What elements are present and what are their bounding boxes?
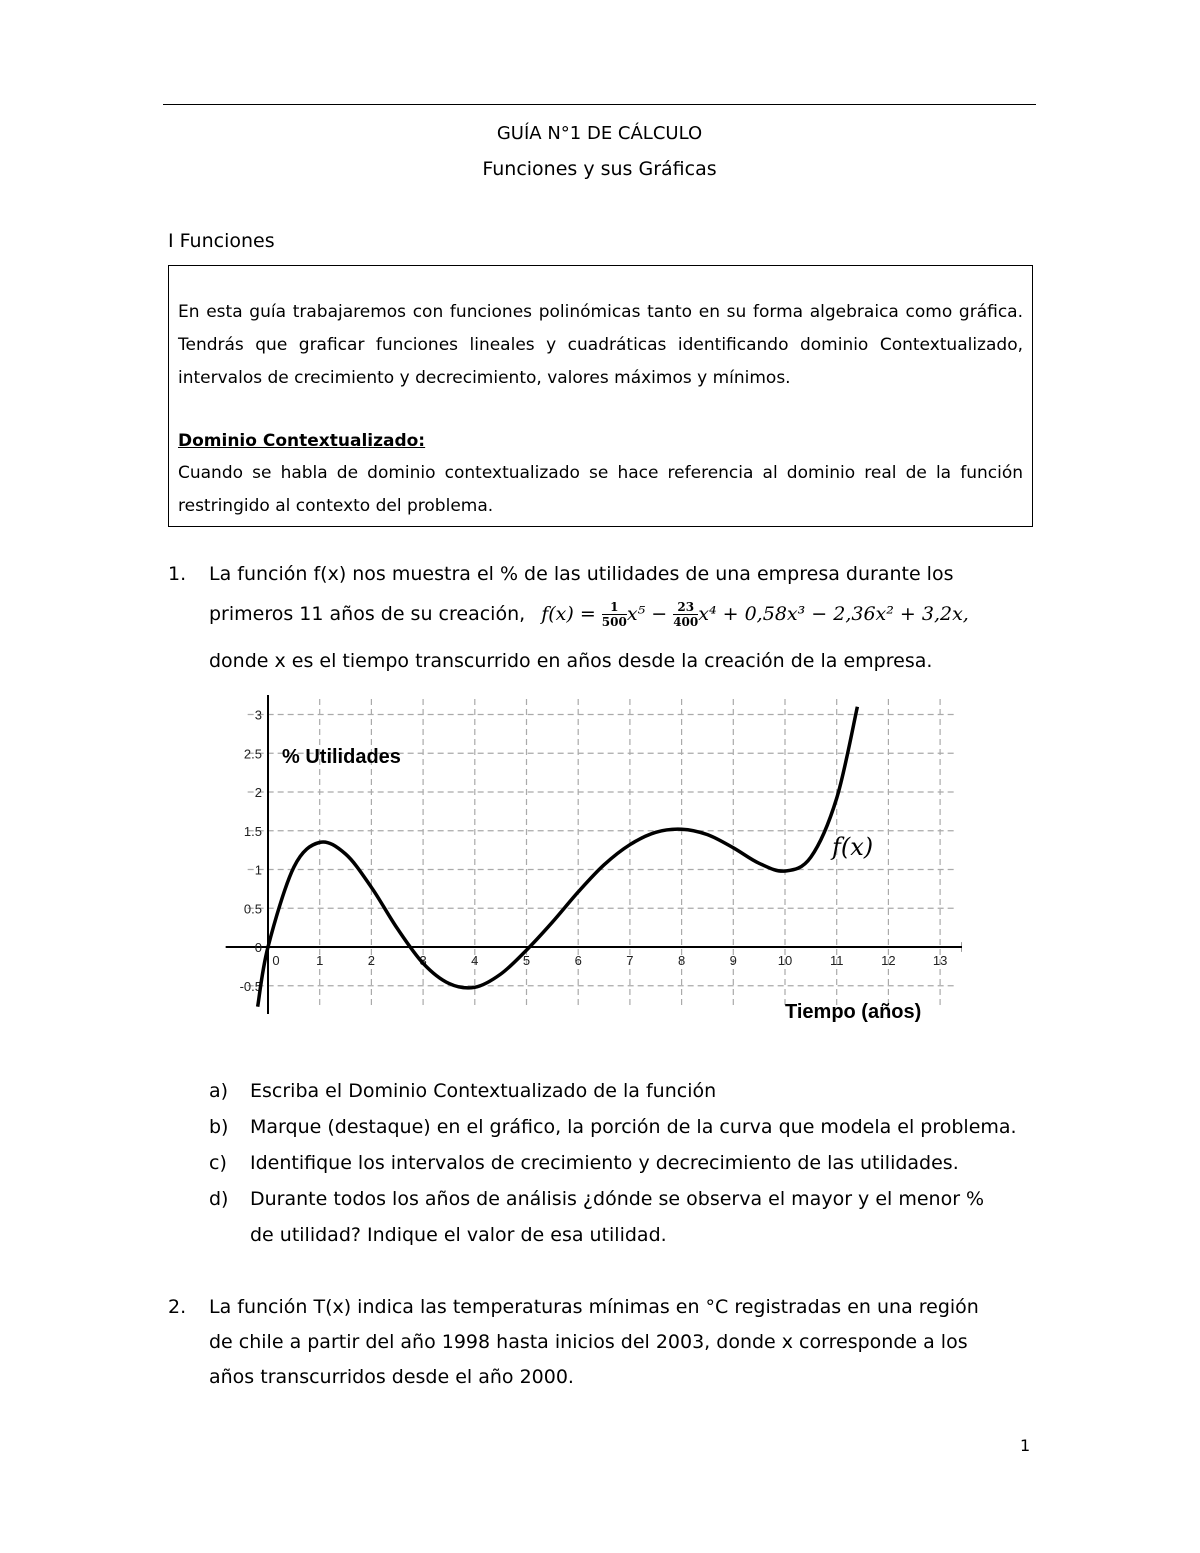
intro-paragraph: En esta guía trabajaremos con funciones polinómicas tanto en su forma algebraica como gráfica. Tendrás que graficar funciones lineales y cuadráticas identificando dominio Contextualizado, intervalos de crecimiento y decrecimiento, valores máximos y mínimos. — [178, 302, 1023, 388]
x-tick-label: 0 — [272, 953, 280, 968]
x-tick-label: 1 — [316, 953, 324, 968]
x-tick-label: 10 — [777, 953, 793, 968]
utilities-chart — [222, 695, 962, 1040]
q2-line1: La función T(x) indica las temperaturas mínimas en °C registradas en una región — [209, 1296, 979, 1318]
q1-number: 1. — [168, 563, 187, 585]
y-tick-label: 2.5 — [243, 746, 262, 762]
y-tick-label: -0.5 — [239, 978, 262, 994]
q1-line1: La función f(x) nos muestra el % de las utilidades de una empresa durante los — [209, 563, 954, 585]
q2-number: 2. — [168, 1296, 187, 1318]
q1-line2 — [209, 600, 1035, 640]
subquestion-label: a) — [209, 1080, 229, 1102]
q1-line3: donde x es el tiempo transcurrido en años desde la creación de la empresa. — [209, 650, 933, 672]
fraction-1-num: 1 — [602, 600, 627, 615]
subquestion-text: Durante todos los años de análisis ¿dónde se observa el mayor y el menor % — [250, 1188, 985, 1210]
x-tick-label: 5 — [522, 953, 531, 968]
x-tick-label: 11 — [829, 953, 844, 968]
q2-line3: años transcurridos desde el año 2000. — [209, 1366, 574, 1388]
y-tick-label: 0 — [254, 940, 262, 955]
y-tick-label: 1 — [254, 862, 262, 878]
x-tick-label: 13 — [932, 953, 948, 968]
curve-label: f(x) — [832, 833, 874, 861]
x-tick-label: 6 — [574, 953, 582, 968]
x-tick-label: 2 — [367, 953, 376, 968]
q1-line2-prefix: primeros 11 años de su creación, — [209, 603, 526, 625]
fraction-1 — [602, 600, 627, 629]
page-subtitle: Funciones y sus Gráficas — [482, 158, 717, 180]
q2-line2: de chile a partir del año 1998 hasta inicios del 2003, donde x corresponde a los — [209, 1331, 968, 1353]
y-tick-label: 2 — [254, 785, 262, 800]
subquestion-label: d) — [209, 1188, 229, 1210]
y-tick-label: 3 — [254, 707, 262, 723]
page-number: 1 — [1020, 1436, 1031, 1455]
x-tick-label: 9 — [729, 953, 737, 968]
fraction-2-num: 23 — [673, 600, 698, 615]
y-axis-label: % Utilidades — [282, 746, 401, 768]
x-tick-label: 3 — [419, 953, 427, 968]
formula-lhs: f(x) = — [541, 603, 596, 625]
page-title: GUÍA N°1 DE CÁLCULO — [496, 123, 703, 144]
section-title: I Funciones — [168, 230, 275, 252]
subquestion-label: b) — [209, 1116, 229, 1138]
y-tick-label: 0.5 — [243, 901, 262, 917]
formula-term2: x⁴ + 0,58x³ − 2,36x² + 3,2x, — [698, 603, 969, 625]
subquestion-text: Escriba el Dominio Contextualizado de la función — [250, 1080, 717, 1102]
subquestion-text: de utilidad? Indique el valor de esa utilidad. — [250, 1224, 667, 1246]
fraction-1-den: 500 — [601, 615, 627, 629]
x-tick-label: 8 — [677, 953, 686, 968]
x-tick-label: 4 — [471, 953, 479, 968]
fraction-2-den: 400 — [673, 615, 699, 629]
definition-text: Cuando se habla de dominio contextualizado se hace referencia al dominio real de la función restringido al contexto del problema. — [178, 463, 1023, 516]
subquestion-text: Identifique los intervalos de crecimiento y decrecimiento de las utilidades. — [250, 1152, 959, 1174]
definition-title: Dominio Contextualizado: — [178, 431, 426, 451]
x-tick-label: 7 — [626, 953, 634, 968]
header-rule — [163, 104, 1036, 105]
formula-term1: x⁵ − — [626, 603, 668, 625]
y-tick-label: 1.5 — [243, 823, 262, 839]
subquestion-label: c) — [209, 1152, 227, 1174]
x-axis-label: Tiempo (años) — [785, 1001, 922, 1023]
x-tick-label: 12 — [881, 953, 896, 968]
subquestion-text: Marque (destaque) en el gráfico, la porción de la curva que modela el problema. — [250, 1116, 1017, 1138]
fraction-2 — [673, 600, 698, 629]
